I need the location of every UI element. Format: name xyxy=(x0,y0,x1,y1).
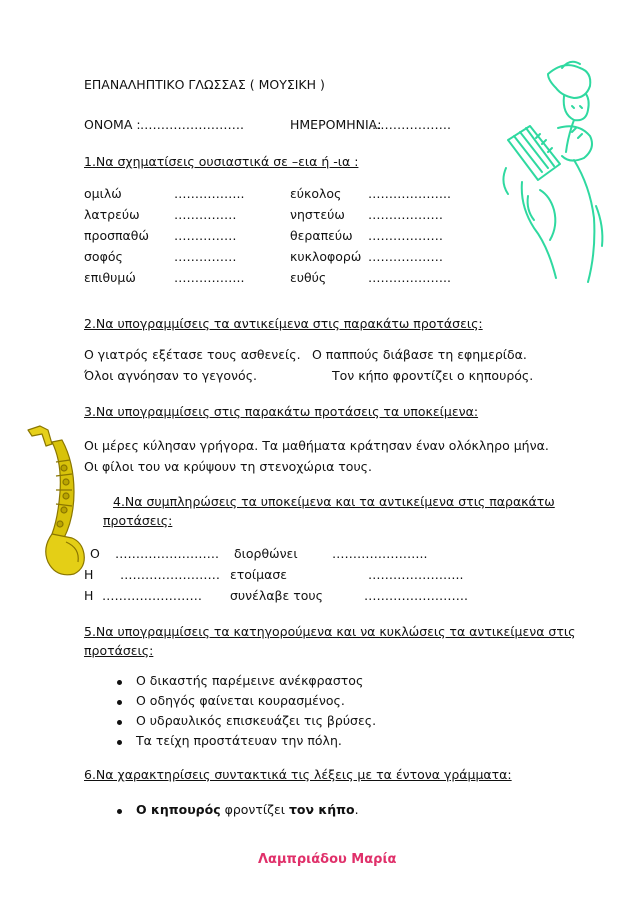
ex1-right-word: θεραπεύω xyxy=(290,228,353,243)
ex4-subject-blank[interactable]: ……………………. xyxy=(115,546,219,561)
ex2-sentence: Ο παππούς διάβασε τη εφημερίδα. xyxy=(312,347,527,362)
ex2-sentence: Ο γιατρός εξέτασε τους ασθενείς. xyxy=(84,347,301,362)
ex4-article: Η xyxy=(84,588,94,603)
ex1-left-word: σοφός xyxy=(84,249,123,264)
ex5-item: Ο υδραυλικός επισκευάζει τις βρύσες. xyxy=(136,713,377,728)
bullet-icon xyxy=(117,720,122,725)
ex3-sentence: Οι φίλοι του να κρύψουν τη στενοχώρια τους. xyxy=(84,459,372,474)
date-field[interactable]: ………………. xyxy=(372,117,451,132)
name-field[interactable]: ……………………. xyxy=(140,117,244,132)
ex6-period: . xyxy=(354,802,359,817)
ex4-article: Ο xyxy=(90,546,100,561)
ex4-verb: συνέλαβε τους xyxy=(230,588,323,603)
exercise-4-heading: 4.Να συμπληρώσεις τα υποκείμενα και τα αντικείμενα στις παρακάτω xyxy=(113,494,555,509)
page-title: ΕΠΑΝΑΛΗΠΤΙΚΟ ΓΛΩΣΣΑΣ ( ΜΟΥΣΙΚΗ ) xyxy=(84,77,325,92)
ex1-left-word: προσπαθώ xyxy=(84,228,149,243)
ex2-sentence: Τον κήπο φροντίζει ο κηπουρός. xyxy=(332,368,534,383)
ex4-subject-blank[interactable]: …………………… xyxy=(120,567,220,582)
ex3-sentence: Οι μέρες κύλησαν γρήγορα. Τα μαθήματα κράτησαν έναν ολόκληρο μήνα. xyxy=(84,438,549,453)
name-label: ΟΝΟΜΑ : xyxy=(84,117,141,132)
ex1-left-blank[interactable]: …………….. xyxy=(174,270,245,285)
ex1-right-blank[interactable]: ……………… xyxy=(368,228,443,243)
exercise-3-heading: 3.Να υπογραμμίσεις στις παρακάτω προτάσεις τα υποκείμενα: xyxy=(84,404,479,419)
ex4-article: Η xyxy=(84,567,94,582)
ex6-bold-object: τον κήπο xyxy=(288,802,355,817)
ex1-left-blank[interactable]: …………….. xyxy=(174,186,245,201)
ex4-object-blank[interactable]: ………………….. xyxy=(332,546,428,561)
ex1-left-word: επιθυμώ xyxy=(84,270,136,285)
ex1-right-word: εύκολος xyxy=(290,186,342,201)
saxophone-icon xyxy=(22,422,88,582)
bullet-icon xyxy=(117,809,122,814)
ex1-left-blank[interactable]: …………… xyxy=(174,228,237,243)
ex4-verb: ετοίμασε xyxy=(230,567,288,582)
date-label: ΗΜΕΡΟΜΗΝΙΑ: xyxy=(290,117,382,132)
ex6-sentence xyxy=(136,802,359,817)
exercise-5-heading: 5.Να υπογραμμίσεις τα κατηγορούμενα και να κυκλώσεις τα αντικείμενα στις xyxy=(84,624,576,639)
ex6-verb: φροντίζει xyxy=(220,802,289,817)
ex6-bold-subject: Ο κηπουρός xyxy=(136,802,221,817)
bullet-icon xyxy=(117,680,122,685)
ex1-right-blank[interactable]: ……………… xyxy=(368,249,443,264)
ex1-left-word: λατρεύω xyxy=(84,207,140,222)
ex1-left-blank[interactable]: …………… xyxy=(174,207,237,222)
accordion-player-icon xyxy=(478,56,610,288)
ex1-right-word: κυκλοφορώ xyxy=(290,249,362,264)
ex1-right-blank[interactable]: ……………… xyxy=(368,207,443,222)
ex5-item: Ο οδηγός φαίνεται κουρασμένος. xyxy=(136,693,345,708)
ex4-verb: διορθώνει xyxy=(234,546,298,561)
ex1-left-word: ομιλώ xyxy=(84,186,122,201)
exercise-6-heading: 6.Να χαρακτηρίσεις συντακτικά τις λέξεις με τα έντονα γράμματα: xyxy=(84,767,512,782)
ex5-item: Τα τείχη προστάτευαν την πόλη. xyxy=(136,733,342,748)
exercise-5-heading-cont: προτάσεις: xyxy=(84,643,154,658)
ex1-right-blank[interactable]: ……………….. xyxy=(368,270,451,285)
ex1-right-blank[interactable]: ……………….. xyxy=(368,186,451,201)
exercise-2-heading: 2.Να υπογραμμίσεις τα αντικείμενα στις παρακάτω προτάσεις: xyxy=(84,316,483,331)
ex4-subject-blank[interactable]: …………………… xyxy=(102,588,202,603)
ex4-object-blank[interactable]: ……………………. xyxy=(364,588,468,603)
ex5-item: Ο δικαστής παρέμεινε ανέκφραστος xyxy=(136,673,364,688)
author-footer: Λαμπριάδου Μαρία xyxy=(258,852,397,867)
ex1-right-word: ευθύς xyxy=(290,270,327,285)
bullet-icon xyxy=(117,740,122,745)
ex2-sentence: Όλοι αγνόησαν το γεγονός. xyxy=(84,368,257,383)
exercise-1-heading: 1.Να σχηματίσεις ουσιαστικά σε –εια ή -ια : xyxy=(84,154,359,169)
exercise-4-heading-cont: προτάσεις: xyxy=(103,513,173,528)
bullet-icon xyxy=(117,700,122,705)
ex4-object-blank[interactable]: ………………….. xyxy=(368,567,464,582)
ex1-left-blank[interactable]: …………… xyxy=(174,249,237,264)
ex1-right-word: νηστεύω xyxy=(290,207,345,222)
